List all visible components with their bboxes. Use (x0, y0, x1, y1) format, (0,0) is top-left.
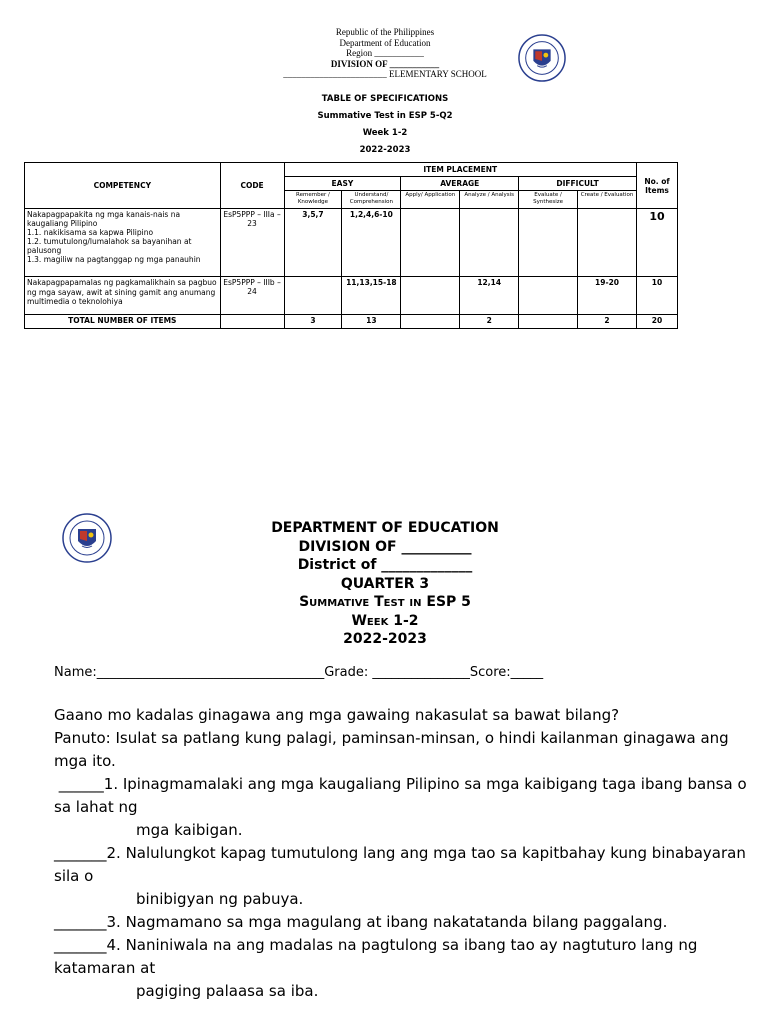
letterhead (250, 27, 520, 80)
subheader-understand: Understand/ Comprehension (342, 191, 401, 209)
items-cell: 10 (636, 209, 677, 277)
total-evaluate (519, 315, 578, 329)
subheader-apply: Apply/ Application (401, 191, 460, 209)
header-code: CODE (220, 163, 284, 209)
list-item (54, 842, 754, 911)
item-continuation: mga kaibigan. (136, 821, 243, 839)
apply-cell (401, 209, 460, 277)
name-grade-score-line: Name:___________________________________Grade: _______________Score:_____ (54, 665, 544, 680)
item-continuation: binibigyan ng pabuya. (136, 890, 304, 908)
list-item (54, 773, 754, 842)
code-cell: EsP5PPP – IIIa – 23 (220, 209, 284, 277)
year-title: 2022-2023 (343, 631, 427, 647)
item-text: _______2. Nalulungkot kapag tumutulong lang ang mga tao sa kapitbahay kung binabayaran sila o (54, 844, 746, 885)
quarter-title: QUARTER 3 (340, 575, 430, 592)
header-difficult: DIFFICULT (519, 177, 637, 191)
district-line: District of _____________ (297, 557, 473, 573)
analyze-cell (460, 209, 519, 277)
total-code (220, 315, 284, 329)
item-continuation: pagiging palaasa sa iba. (136, 982, 319, 1000)
letterhead-line: _______________________ ELEMENTARY SCHOOL (283, 69, 487, 79)
specifications-table (24, 162, 678, 329)
letterhead-line: DIVISION OF ___________ (330, 58, 440, 69)
subheader-create: Create / Evaluation (578, 191, 637, 209)
evaluate-cell (519, 209, 578, 277)
test-body (54, 704, 754, 1003)
letterhead-line: Republic of the Philippines (335, 27, 435, 37)
total-understand: 13 (342, 315, 401, 329)
understand-cell: 1,2,4,6-10 (342, 209, 401, 277)
header-no-items: No. of Items (636, 163, 677, 209)
evaluate-cell (519, 277, 578, 315)
week-title: Week 1-2 (351, 612, 419, 629)
deped-seal-icon (518, 34, 566, 82)
create-cell (578, 209, 637, 277)
test-heading (230, 519, 540, 649)
letterhead-line: Department of Education (339, 37, 431, 48)
header-easy: EASY (284, 177, 401, 191)
competency-cell: Nakapagpapakita ng mga kanais-nais na kaugaliang Pilipino 1.1. nakikisama sa kapwa Pilipino 1.2. tumutulong/lumalahok sa bayanihan at palusong 1.3. magiliw na pagtanggap ng mga panauhin (25, 209, 221, 277)
create-cell: 19-20 (578, 277, 637, 315)
total-remember: 3 (284, 315, 342, 329)
table-row (25, 277, 678, 315)
letterhead-line: Region ___________ (346, 48, 424, 58)
total-create: 2 (578, 315, 637, 329)
item-text: _______3. Nagmamano sa mga magulang at ibang nakatatanda bilang paggalang. (54, 913, 668, 931)
deped-seal-icon (62, 513, 112, 563)
header-average: AVERAGE (401, 177, 519, 191)
total-analyze: 2 (460, 315, 519, 329)
test-title: Summative Test in ESP 5 (299, 594, 471, 610)
header-competency: COMPETENCY (25, 163, 221, 209)
tos-week: Week 1-2 (362, 128, 408, 138)
header-item-placement: ITEM PLACEMENT (284, 163, 636, 177)
apply-cell (401, 277, 460, 315)
table-total-row (25, 315, 678, 329)
tos-subtitle: Summative Test in ESP 5-Q2 (317, 111, 453, 121)
total-items: 20 (636, 315, 677, 329)
total-label: TOTAL NUMBER OF ITEMS (25, 315, 221, 329)
question-intro: Gaano mo kadalas ginagawa ang mga gawaing nakasulat sa bawat bilang? (54, 706, 620, 724)
list-item (54, 934, 754, 1003)
understand-cell: 11,13,15-18 (342, 277, 401, 315)
subheader-remember: Remember / Knowledge (284, 191, 342, 209)
item-text: ______1. Ipinagmamalaki ang mga kaugaliang Pilipino sa mga kaibigang taga ibang bansa o sa lahat ng (54, 775, 752, 816)
competency-cell: Nakapagpapamalas ng pagkamalikhain sa pagbuo ng mga sayaw, awit at sining gamit ang anumang multimedia o teknolohiya (25, 277, 221, 315)
tos-title-block (250, 91, 520, 159)
division-line: DIVISION OF __________ (298, 538, 472, 555)
subheader-analyze: Analyze / Analysis (460, 191, 519, 209)
remember-cell: 3,5,7 (284, 209, 342, 277)
analyze-cell: 12,14 (460, 277, 519, 315)
subheader-evaluate: Evaluate / Synthesize (519, 191, 578, 209)
total-apply (401, 315, 460, 329)
items-cell: 10 (636, 277, 677, 315)
list-item (54, 911, 754, 934)
code-cell: EsP5PPP – IIIb – 24 (220, 277, 284, 315)
department-title: DEPARTMENT OF EDUCATION (271, 520, 499, 536)
remember-cell (284, 277, 342, 315)
table-row (25, 209, 678, 277)
instructions: Panuto: Isulat sa patlang kung palagi, paminsan-minsan, o hindi kailanman ginagawa ang mga ito. (54, 729, 729, 770)
tos-year: 2022-2023 (359, 145, 411, 155)
item-text: _______4. Naniniwala na ang madalas na pagtulong sa ibang tao ay nagtuturo lang ng katamaran at (54, 936, 698, 977)
tos-title: TABLE OF SPECIFICATIONS (321, 94, 449, 104)
